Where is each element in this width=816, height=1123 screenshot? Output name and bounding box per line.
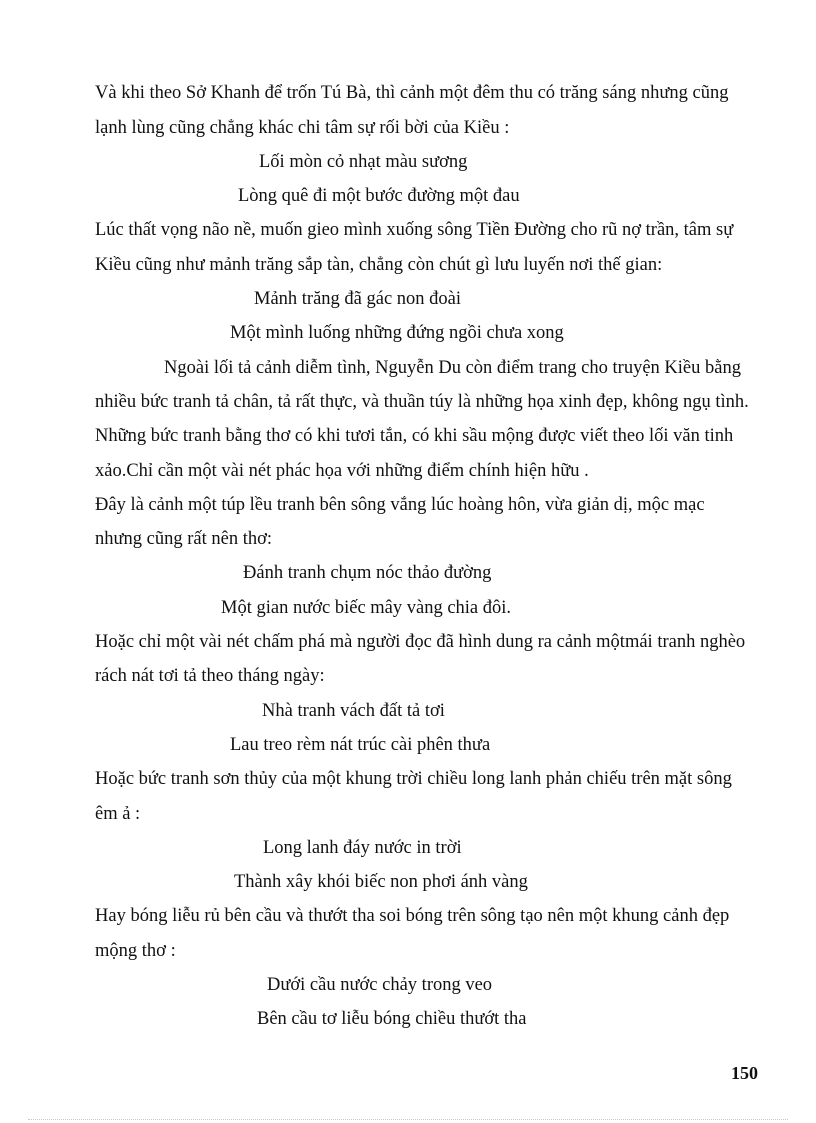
verse-line: Long lanh đáy nước in trời bbox=[263, 838, 462, 858]
verse-line: Lối mòn cỏ nhạt màu sương bbox=[259, 152, 468, 172]
prose-line: Hay bóng liễu rủ bên cầu và thướt tha soi bóng trên sông tạo nên một khung cảnh đẹp bbox=[95, 906, 730, 926]
prose-line: nhưng cũng rất nên thơ: bbox=[95, 529, 273, 549]
verse-line: Dưới cầu nước chảy trong veo bbox=[267, 975, 493, 995]
verse-line: Một gian nước biếc mây vàng chia đôi. bbox=[221, 598, 512, 618]
prose-line: Hoặc chỉ một vài nét chấm phá mà người đọc đã hình dung ra cảnh mộtmái tranh nghèo bbox=[95, 632, 746, 652]
prose-line: Hoặc bức tranh sơn thủy của một khung trời chiều long lanh phản chiếu trên mặt sông bbox=[95, 769, 732, 789]
prose-line: Đây là cảnh một túp lều tranh bên sông vắng lúc hoàng hôn, vừa giản dị, mộc mạc bbox=[95, 495, 705, 515]
verse-line: Mảnh trăng đã gác non đoài bbox=[254, 289, 462, 309]
prose-line: xảo.Chỉ cần một vài nét phác họa với những điểm chính hiện hữu . bbox=[95, 461, 589, 481]
verse-line: Nhà tranh vách đất tả tơi bbox=[262, 701, 445, 721]
prose-line: Kiều cũng như mảnh trăng sắp tàn, chẳng còn chút gì lưu luyến nơi thế gian: bbox=[95, 255, 663, 275]
prose-line: lạnh lùng cũng chẳng khác chi tâm sự rối bời của Kiều : bbox=[95, 118, 510, 138]
footer-divider bbox=[28, 1119, 788, 1120]
verse-line: Lau treo rèm nát trúc cài phên thưa bbox=[230, 735, 491, 755]
page-number: 150 bbox=[731, 1063, 758, 1083]
prose-line: Ngoài lối tả cảnh diễm tình, Nguyễn Du còn điểm trang cho truyện Kiều bằng bbox=[164, 358, 741, 378]
prose-line: Lúc thất vọng não nề, muốn gieo mình xuống sông Tiền Đường cho rũ nợ trần, tâm sự bbox=[95, 220, 734, 240]
verse-line: Đánh tranh chụm nóc thảo đường bbox=[243, 563, 492, 583]
prose-line: nhiều bức tranh tả chân, tả rất thực, và thuần túy là những họa xinh đẹp, không ngụ tình. bbox=[95, 392, 749, 412]
prose-line: êm ả : bbox=[95, 804, 141, 824]
prose-line: rách nát tơi tả theo tháng ngày: bbox=[95, 666, 325, 686]
verse-line: Bên cầu tơ liễu bóng chiều thướt tha bbox=[257, 1009, 527, 1029]
prose-line: mộng thơ : bbox=[95, 941, 176, 961]
verse-line: Một mình luống những đứng ngồi chưa xong bbox=[230, 323, 564, 343]
prose-line: Và khi theo Sở Khanh để trốn Tú Bà, thì cảnh một đêm thu có trăng sáng nhưng cũng bbox=[95, 83, 729, 103]
verse-line: Thành xây khói biếc non phơi ánh vàng bbox=[234, 872, 528, 892]
prose-line: Những bức tranh bằng thơ có khi tươi tắn, có khi sầu mộng được viết theo lối văn tinh bbox=[95, 426, 734, 446]
verse-line: Lòng quê đi một bước đường một đau bbox=[238, 186, 520, 206]
